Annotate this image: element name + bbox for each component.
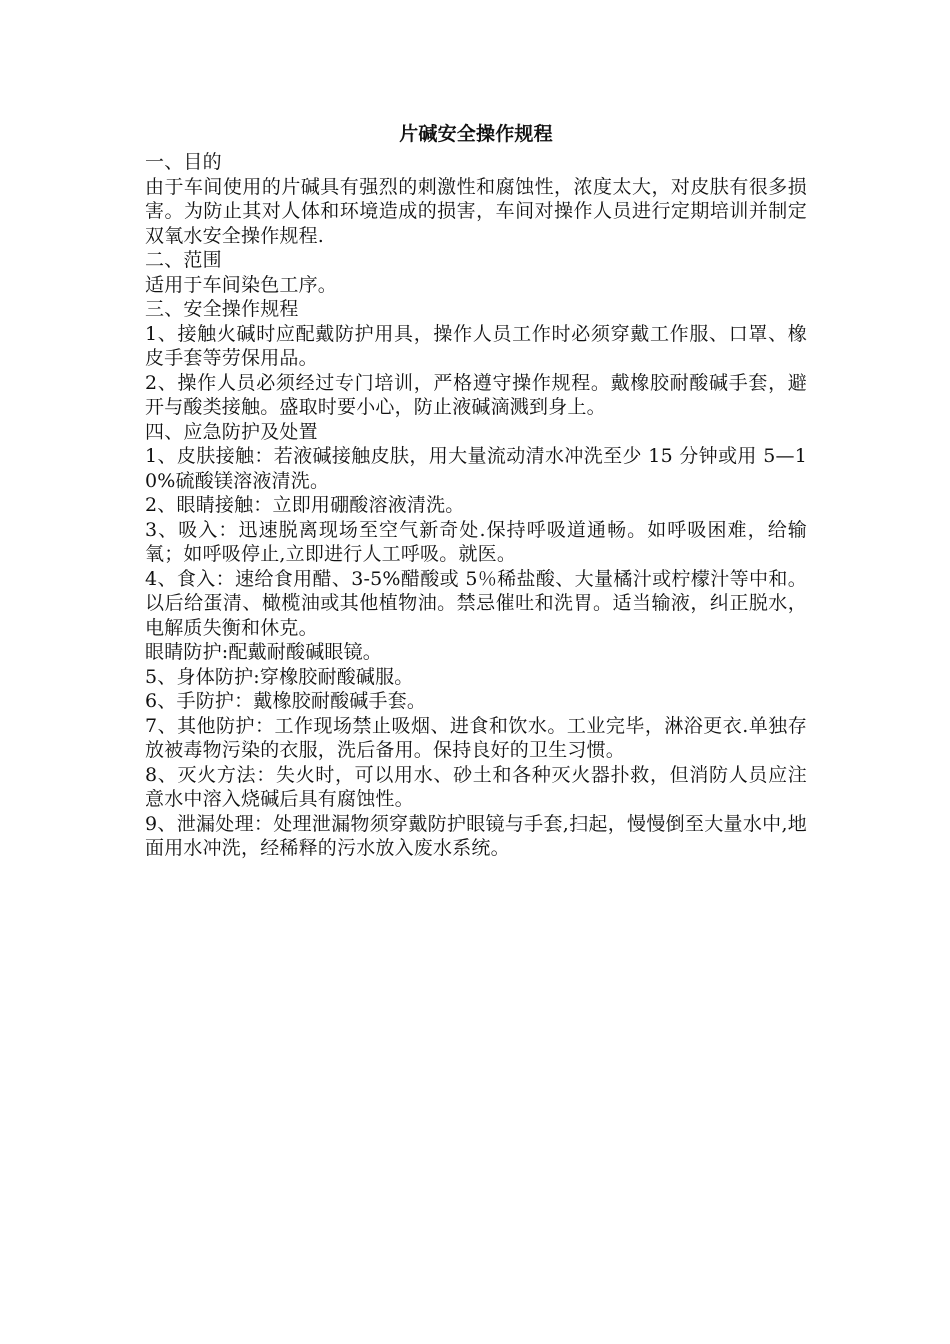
document-page	[145, 122, 807, 861]
section-heading-emergency: 四、应急防护及处置	[145, 420, 318, 443]
section-heading-scope: 二、范围	[145, 249, 222, 271]
fire-fighting: 8、灭火方法：失火时，可以用水、砂土和各种灭火器扑救，但消防人员应注意水中溶入烧碱后具有腐蚀性。	[145, 763, 807, 810]
leak-handling: 9、泄漏处理：处理泄漏物须穿戴防护眼镜与手套,扫起，慢慢倒至大量水中,地面用水冲洗，经稀释的污水放入废水系统。	[145, 812, 807, 859]
purpose-text: 由于车间使用的片碱具有强烈的刺激性和腐蚀性，浓度太大，对皮肤有很多损害。为防止其对人体和环境造成的损害，车间对操作人员进行定期培训并制定双氧水安全操作规程.	[145, 175, 807, 247]
hand-protection: 6、手防护：戴橡胶耐酸碱手套。	[145, 690, 427, 712]
other-protection: 7、其他防护：工作现场禁止吸烟、进食和饮水。工业完毕，淋浴更衣.单独存放被毒物污染的衣服，洗后备用。保持良好的卫生习惯。	[145, 714, 807, 761]
emergency-skin-contact: 1、皮肤接触：若液碱接触皮肤，用大量流动清水冲洗至少 15 分钟或用 5—10%硫酸镁溶液清洗。	[145, 445, 807, 492]
safety-rule-2: 2、操作人员必须经过专门培训，严格遵守操作规程。戴橡胶耐酸碱手套，避开与酸类接触。盛取时要小心，防止液碱滴溅到身上。	[145, 371, 807, 418]
section-heading-safety-rules: 三、安全操作规程	[145, 298, 299, 320]
emergency-inhalation: 3、吸入：迅速脱离现场至空气新奇处.保持呼吸道通畅。如呼吸困难，给输氧；如呼吸停止,立即进行人工呼吸。就医。	[145, 518, 807, 565]
eye-protection: 眼睛防护:配戴耐酸碱眼镜。	[145, 641, 383, 663]
document-title: 片碱安全操作规程	[399, 123, 553, 145]
body-protection: 5、身体防护:穿橡胶耐酸碱服。	[145, 665, 414, 688]
emergency-eye-contact: 2、眼睛接触：立即用硼酸溶液清洗。	[145, 494, 465, 516]
section-heading-purpose: 一、目的	[145, 151, 222, 173]
emergency-ingestion: 4、食入：速给食用醋、3-5%醋酸或 5％稀盐酸、大量橘汁或柠檬汁等中和。以后给蛋清、橄榄油或其他植物油。禁忌催吐和洗胃。适当输液，纠正脱水，电解质失衡和休克。	[145, 567, 807, 639]
scope-text: 适用于车间染色工序。	[145, 273, 338, 296]
safety-rule-1: 1、接触火碱时应配戴防护用具，操作人员工作时必须穿戴工作服、口罩、橡皮手套等劳保用品。	[145, 322, 807, 369]
